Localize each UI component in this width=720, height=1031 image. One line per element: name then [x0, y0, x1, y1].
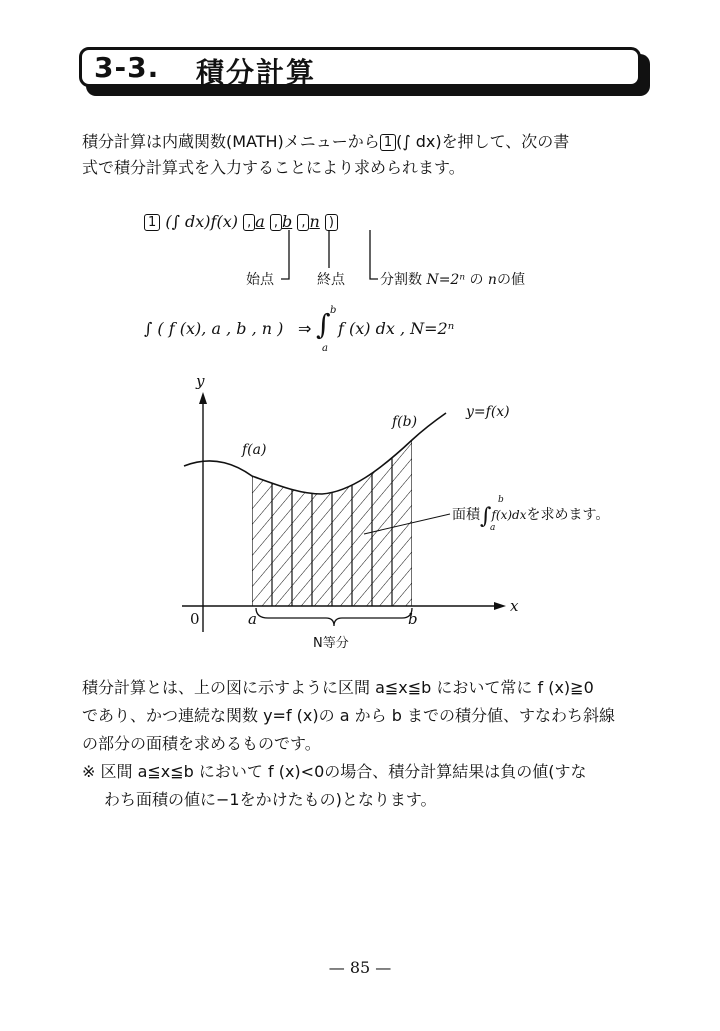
callout-divisions-tail: の値	[496, 272, 525, 288]
origin-label: 0	[190, 610, 200, 628]
body-line-2: であり、かつ連続な関数 y=f (x)の a から b までの積分値、すなわち斜線	[82, 706, 615, 725]
section-title: 積分計算	[196, 56, 317, 89]
callout-divisions-formula: N=2ⁿ	[426, 272, 466, 288]
y-axis-arrow	[199, 392, 207, 404]
syntax-key-1: 1	[144, 214, 160, 231]
intro-text-b: (∫ dx)を押して、次の書	[396, 132, 570, 151]
page-number: — 85 —	[328, 958, 392, 977]
x-axis-arrow	[494, 602, 506, 610]
y-axis-label: y	[196, 372, 205, 390]
area-integrand: f(x)dx	[491, 508, 527, 522]
n-equal-brace	[256, 608, 412, 626]
formula-integral-sign: ∫	[316, 308, 331, 341]
area-upper-limit: b	[498, 495, 504, 505]
syntax-b: b	[282, 212, 293, 231]
curve-label: y=f(x)	[466, 404, 510, 420]
section-number: 3-3.	[94, 51, 160, 84]
body-line-3: の部分の面積を求めるものです。	[82, 734, 321, 753]
formula-upper-limit: b	[330, 305, 337, 316]
note-line-1: ※ 区間 a≦x≦b において f (x)<0の場合、積分計算結果は負の値(すな	[82, 762, 587, 781]
syntax-close-key: )	[325, 214, 338, 231]
callout-divisions-suffix: の	[469, 272, 484, 288]
formula-lower-limit: a	[322, 343, 328, 354]
area-prefix: 面積	[452, 507, 480, 523]
callout-start: 始点	[246, 272, 274, 288]
note-line-2: わち面積の値に−1をかけたもの)となります。	[104, 790, 437, 809]
a-label: a	[248, 610, 257, 628]
area-suffix: を求めます。	[526, 507, 610, 523]
syntax-comma-key-1: ,	[243, 214, 255, 231]
area-label	[452, 504, 609, 529]
x-axis-label: x	[510, 597, 519, 615]
n-equal-label	[313, 632, 349, 651]
body-line-1: 積分計算とは、上の図に示すように区間 a≦x≦b において常に f (x)≧0	[82, 678, 594, 697]
fa-label: f(a)	[242, 442, 267, 458]
area-lower-limit: a	[490, 523, 496, 533]
area-integral-sign: ∫	[480, 504, 492, 529]
syntax-a: a	[255, 212, 265, 231]
syntax-function: (∫ dx)f(x)	[165, 212, 238, 231]
formula-lhs: ∫ ( f (x), a , b , n )	[144, 319, 284, 338]
formula-integrand: f (x) dx , N=2ⁿ	[338, 319, 455, 338]
intro-text-a: 積分計算は内蔵関数(MATH)メニューから	[82, 132, 380, 151]
callout-divisions-prefix: 分割数	[380, 272, 422, 288]
b-label: b	[408, 610, 418, 628]
syntax-comma-key-3: ,	[297, 214, 309, 231]
callout-end: 終点	[317, 272, 345, 288]
callout-divisions-n: n	[487, 272, 497, 288]
syntax-comma-key-2: ,	[270, 214, 282, 231]
fb-label: f(b)	[392, 414, 418, 430]
n-equal-text: N等分	[313, 636, 349, 651]
key-1: 1	[380, 134, 396, 151]
formula-arrow: ⇒	[298, 319, 312, 338]
intro-line-2: 式で積分計算式を入力することにより求められます。	[82, 158, 465, 177]
syntax-n: n	[309, 212, 320, 231]
